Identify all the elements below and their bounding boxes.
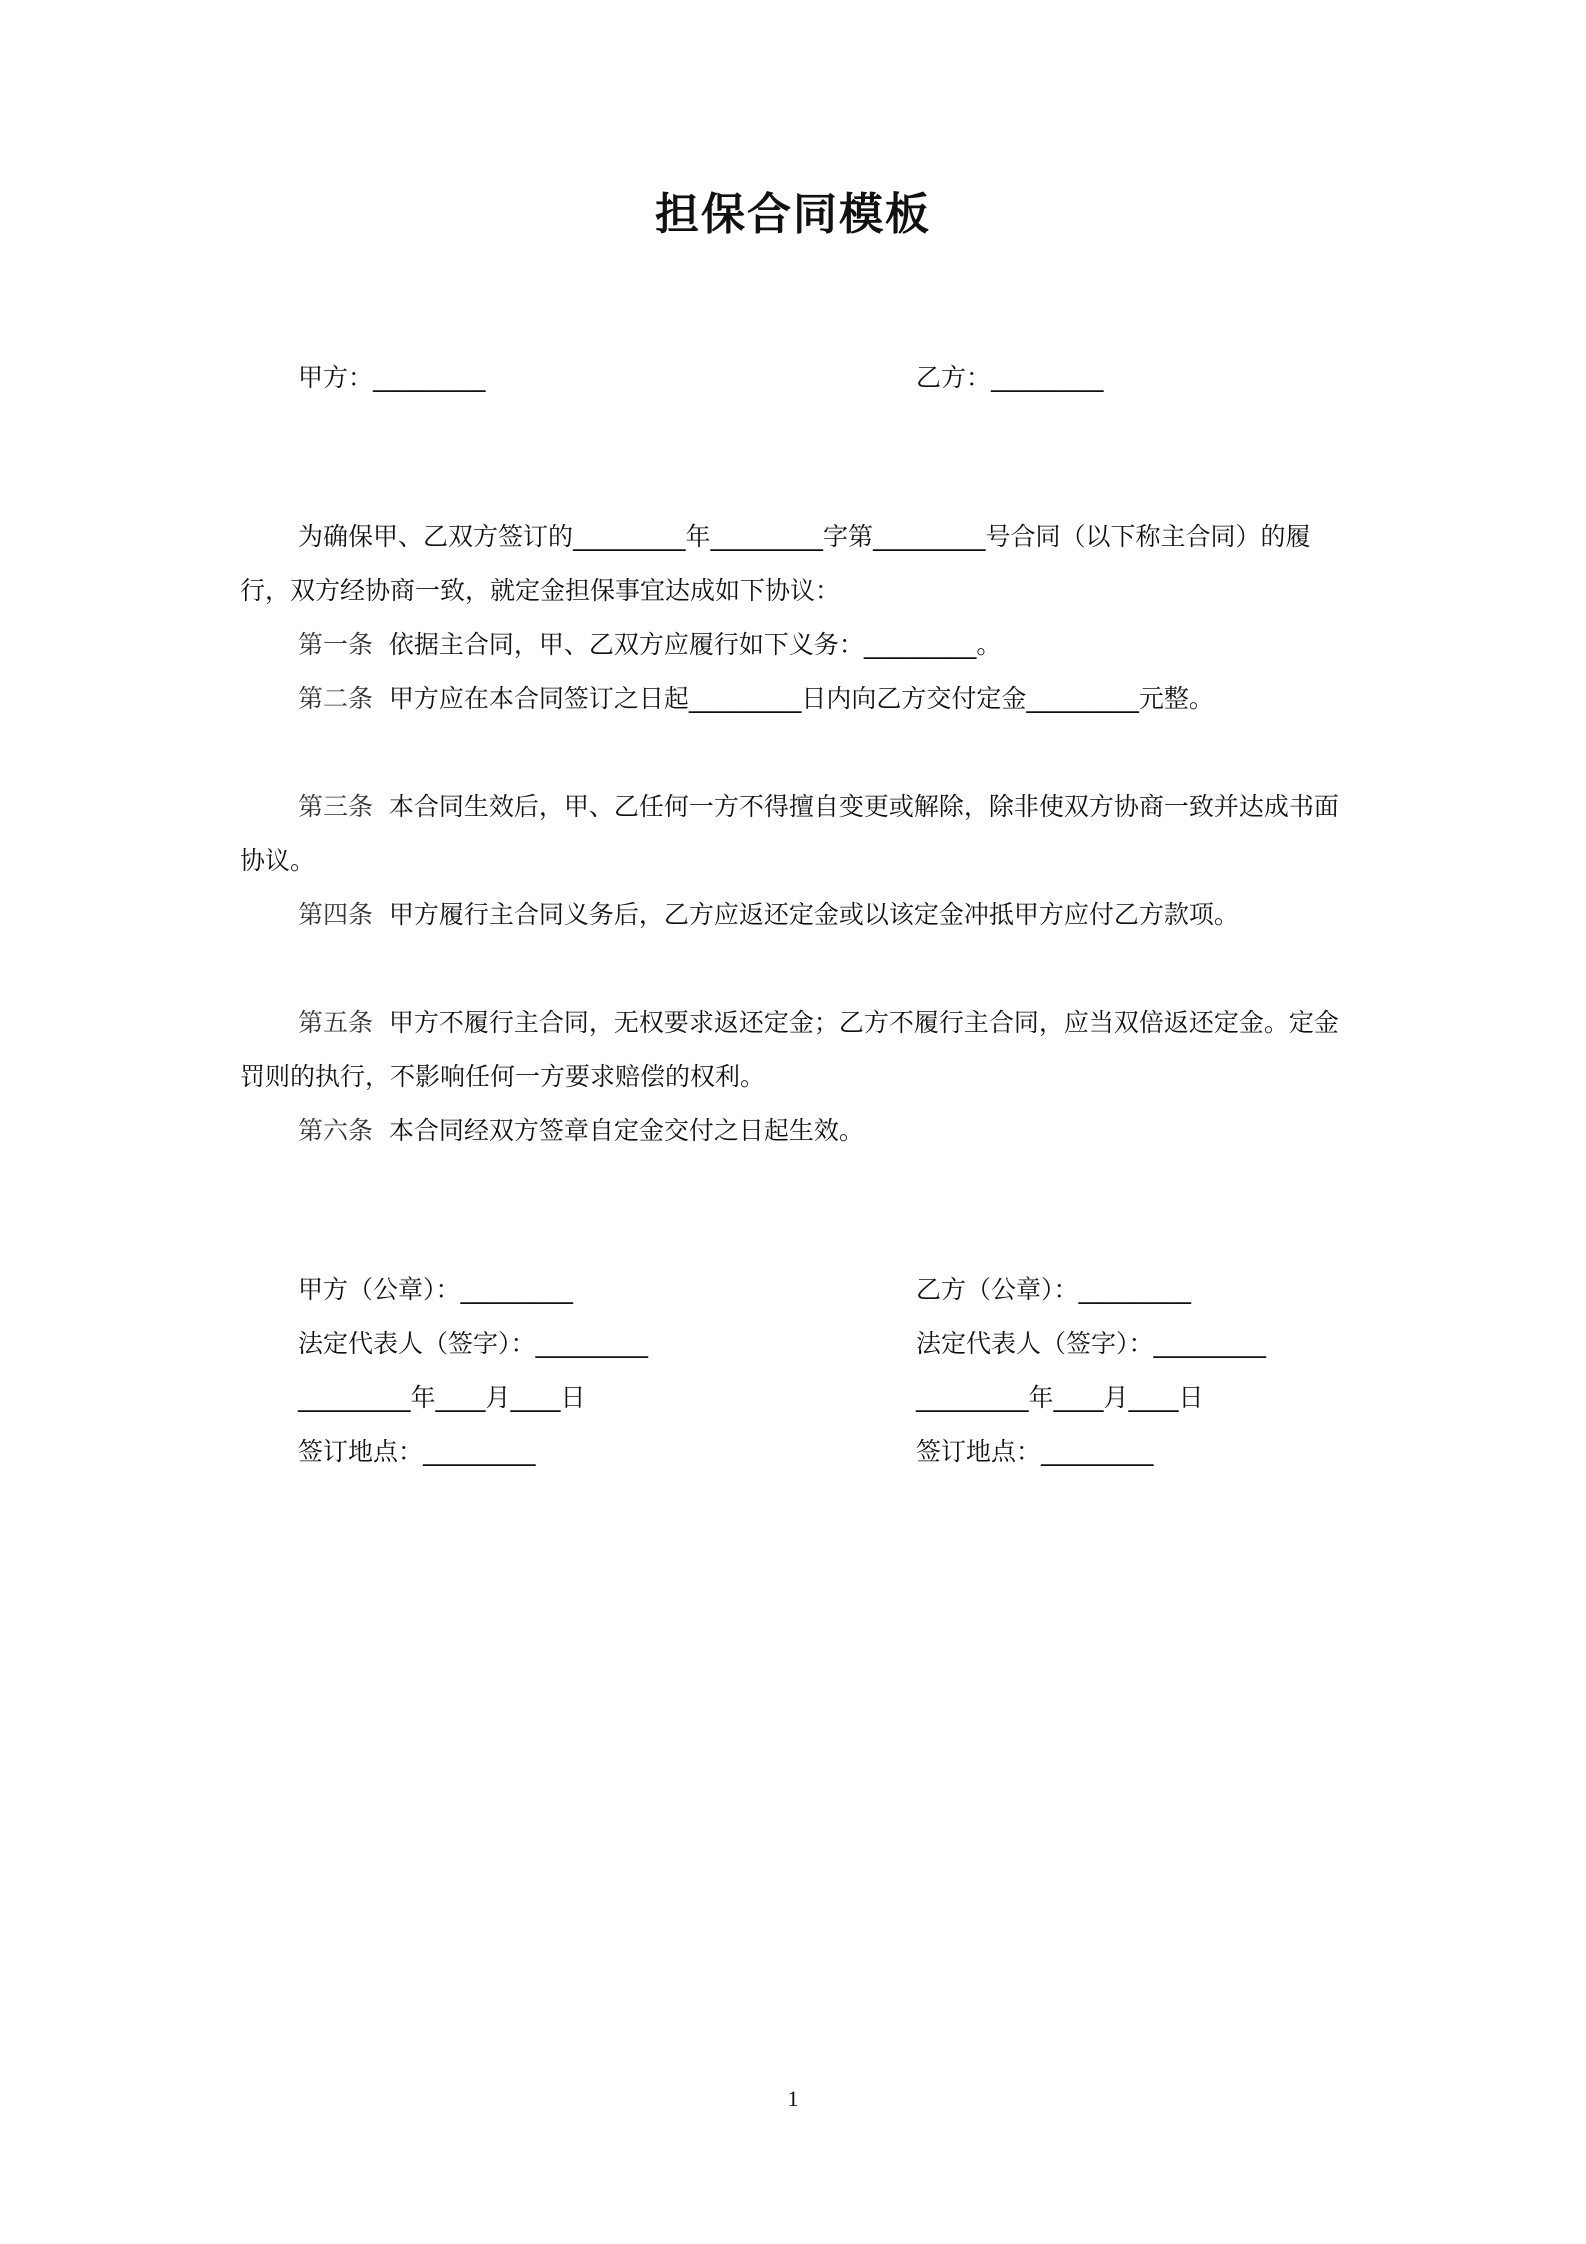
article-text: 依据主合同，甲、乙双方应履行如下义务：_________。 xyxy=(388,630,1002,659)
document-title: 担保合同模板 xyxy=(655,189,931,240)
party-b-field: 乙方：_________ xyxy=(916,363,1104,392)
article-label: 第二条 xyxy=(298,684,374,713)
article-6 xyxy=(240,1104,1350,1158)
article-text: 本合同生效后，甲、乙任何一方不得擅自变更或解除，除非使双方协商一致并达成书面协议。 xyxy=(240,792,1339,875)
party-b-place: 签订地点：_________ xyxy=(916,1437,1154,1466)
article-label: 第五条 xyxy=(298,1008,374,1037)
article-4 xyxy=(240,888,1350,942)
party-b-date: _________年____月____日 xyxy=(916,1383,1204,1412)
intro-paragraph: 为确保甲、乙双方签订的_________年_________字第_________号合同（以下称主合同）的履行，双方经协商一致，就定金担保事宜达成如下协议： xyxy=(240,522,1311,605)
article-1 xyxy=(240,618,1350,672)
party-a-representative: 法定代表人（签字）：_________ xyxy=(298,1329,649,1358)
page-number: 1 xyxy=(787,2086,799,2111)
article-label: 第四条 xyxy=(298,900,374,929)
article-text: 甲方不履行主合同，无权要求返还定金；乙方不履行主合同，应当双倍返还定金。定金罚则的执行，不影响任何一方要求赔偿的权利。 xyxy=(240,1008,1339,1091)
party-a-date: _________年____月____日 xyxy=(298,1383,586,1412)
article-label: 第一条 xyxy=(298,630,374,659)
article-label: 第六条 xyxy=(298,1116,374,1145)
article-text: 本合同经双方签章自定金交付之日起生效。 xyxy=(388,1116,864,1145)
article-label: 第三条 xyxy=(298,792,374,821)
article-3 xyxy=(240,780,1350,888)
party-a-seal: 甲方（公章）：_________ xyxy=(298,1275,574,1304)
party-b-representative: 法定代表人（签字）：_________ xyxy=(916,1329,1267,1358)
party-a-place: 签订地点：_________ xyxy=(298,1437,536,1466)
article-text: 甲方履行主合同义务后，乙方应返还定金或以该定金冲抵甲方应付乙方款项。 xyxy=(388,900,1239,929)
party-b-seal: 乙方（公章）：_________ xyxy=(916,1275,1192,1304)
article-text: 甲方应在本合同签订之日起_________日内向乙方交付定金_________元整。 xyxy=(388,684,1214,713)
article-5 xyxy=(240,996,1350,1104)
article-2 xyxy=(240,672,1350,726)
party-a-field: 甲方：_________ xyxy=(298,363,486,392)
